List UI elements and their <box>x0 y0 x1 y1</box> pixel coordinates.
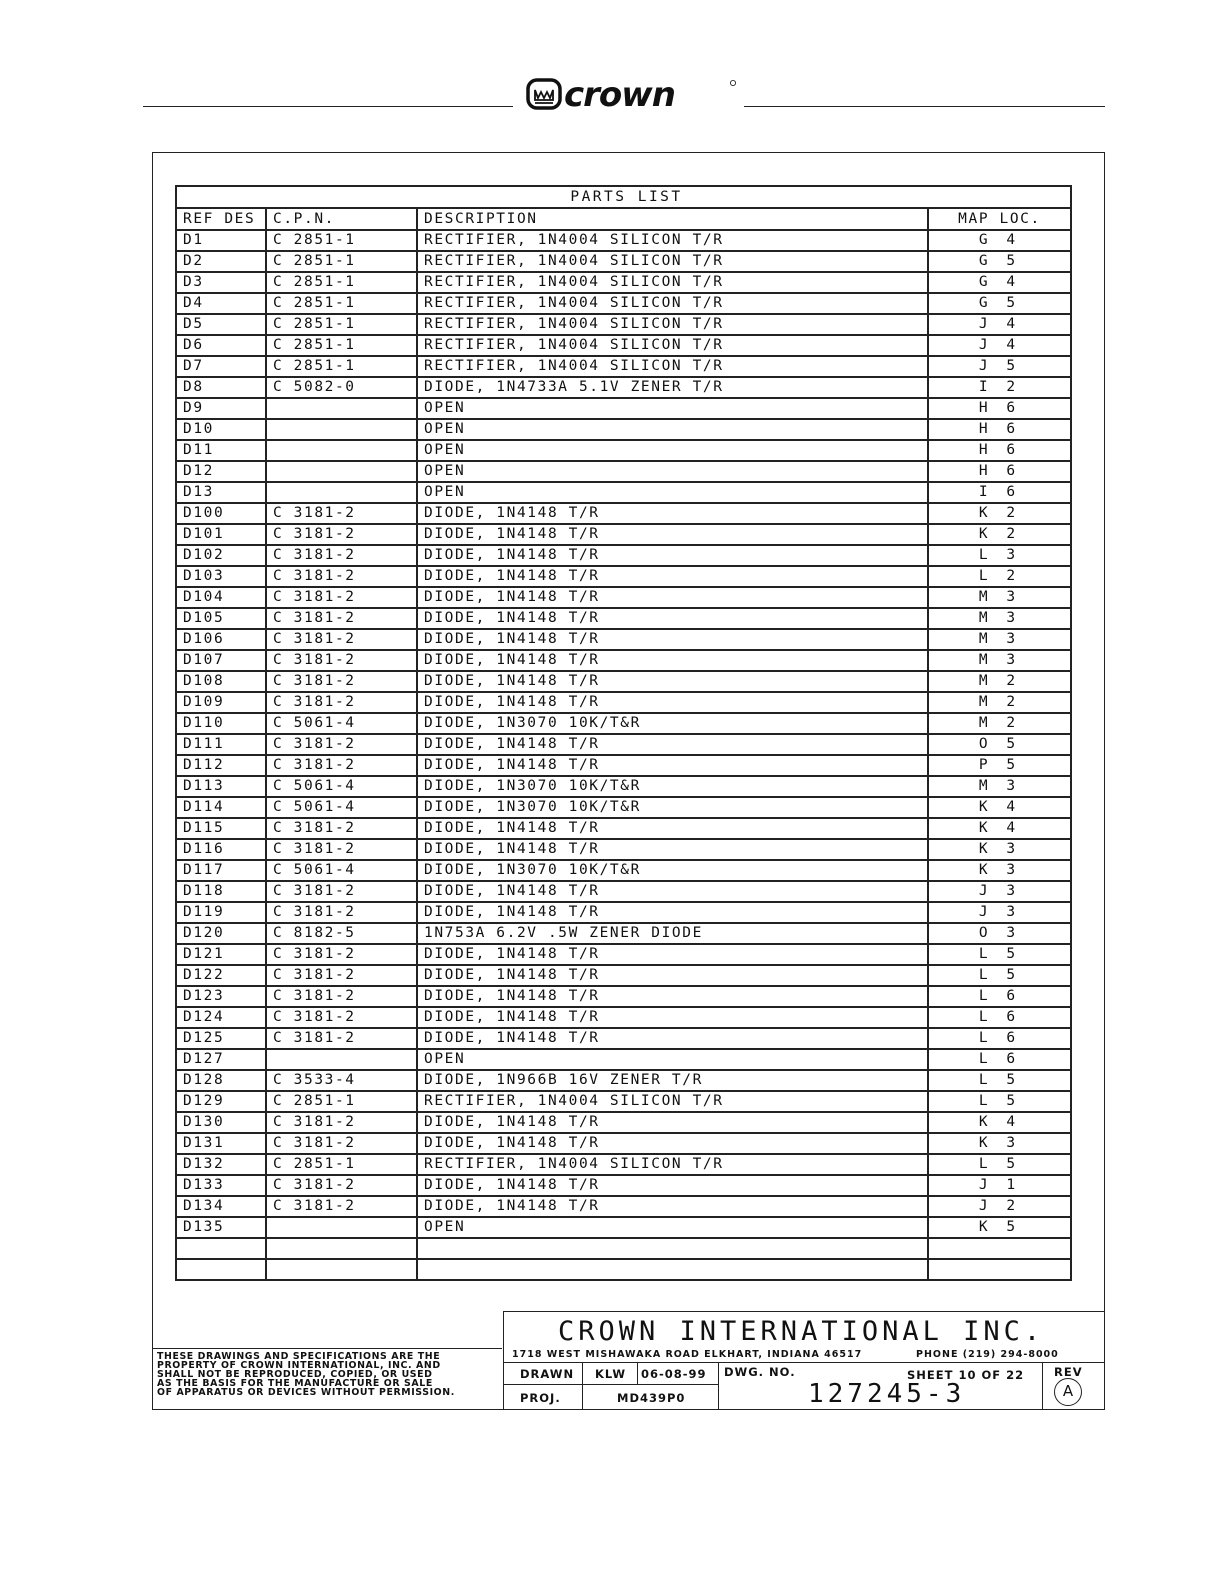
description-cell: RECTIFIER, 1N4004 SILICON T/R <box>417 314 928 335</box>
description-cell: DIODE, 1N4148 T/R <box>417 1007 928 1028</box>
ref-des-cell: D133 <box>176 1175 266 1196</box>
ref-des-cell: D109 <box>176 692 266 713</box>
map-loc-cell: K 4 <box>928 797 1071 818</box>
table-row <box>176 1049 1071 1070</box>
map-loc-cell: L 5 <box>928 1070 1071 1091</box>
ref-des-cell <box>176 1259 266 1280</box>
table-row <box>176 566 1071 587</box>
map-loc-cell: M 3 <box>928 587 1071 608</box>
description-cell <box>417 1238 928 1259</box>
title-block-divider <box>637 1362 638 1384</box>
ref-des-cell: D119 <box>176 902 266 923</box>
ref-des-cell: D125 <box>176 1028 266 1049</box>
description-cell: OPEN <box>417 461 928 482</box>
company-phone: PHONE (219) 294-8000 <box>916 1349 1059 1360</box>
description-cell <box>417 1259 928 1280</box>
description-cell: DIODE, 1N966B 16V ZENER T/R <box>417 1070 928 1091</box>
table-row <box>176 1175 1071 1196</box>
cpn-cell: C 3181-2 <box>266 1028 417 1049</box>
map-loc-cell: H 6 <box>928 440 1071 461</box>
cpn-cell: C 2851-1 <box>266 272 417 293</box>
ref-des-cell: D116 <box>176 839 266 860</box>
drawing-number: 127245-3 <box>808 1379 966 1409</box>
cpn-cell: C 8182-5 <box>266 923 417 944</box>
description-cell: DIODE, 1N4148 T/R <box>417 650 928 671</box>
drawing-frame <box>152 152 1105 1410</box>
map-loc-cell: O 3 <box>928 923 1071 944</box>
table-row <box>176 608 1071 629</box>
map-loc-cell: M 3 <box>928 776 1071 797</box>
ref-des-cell: D8 <box>176 377 266 398</box>
company-address: 1718 WEST MISHAWAKA ROAD ELKHART, INDIANA 46517 <box>512 1349 863 1360</box>
description-cell: RECTIFIER, 1N4004 SILICON T/R <box>417 1154 928 1175</box>
table-row <box>176 839 1071 860</box>
description-cell: DIODE, 1N4148 T/R <box>417 629 928 650</box>
ref-des-cell: D111 <box>176 734 266 755</box>
cpn-cell <box>266 1217 417 1238</box>
description-cell: RECTIFIER, 1N4004 SILICON T/R <box>417 1091 928 1112</box>
description-cell: DIODE, 1N4148 T/R <box>417 1196 928 1217</box>
map-loc-cell: M 2 <box>928 713 1071 734</box>
map-loc-cell: L 5 <box>928 1154 1071 1175</box>
description-cell: DIODE, 1N4148 T/R <box>417 587 928 608</box>
description-cell: DIODE, 1N3070 10K/T&R <box>417 713 928 734</box>
title-block-divider <box>1042 1362 1043 1410</box>
ref-des-cell: D13 <box>176 482 266 503</box>
description-cell: DIODE, 1N4148 T/R <box>417 1175 928 1196</box>
revision-badge: A <box>1054 1378 1082 1406</box>
cpn-cell: C 3181-2 <box>266 503 417 524</box>
description-cell: DIODE, 1N4148 T/R <box>417 944 928 965</box>
company-name: CROWN INTERNATIONAL INC. <box>558 1316 1045 1347</box>
ref-des-cell: D102 <box>176 545 266 566</box>
cpn-cell: C 3181-2 <box>266 650 417 671</box>
rev-label: REV <box>1054 1365 1083 1379</box>
cpn-cell: C 3181-2 <box>266 1133 417 1154</box>
table-row <box>176 818 1071 839</box>
map-loc-cell: K 3 <box>928 860 1071 881</box>
description-cell: DIODE, 1N4148 T/R <box>417 1112 928 1133</box>
description-cell: DIODE, 1N4148 T/R <box>417 902 928 923</box>
table-row <box>176 461 1071 482</box>
table-row <box>176 503 1071 524</box>
description-cell: DIODE, 1N4148 T/R <box>417 734 928 755</box>
cpn-cell: C 5061-4 <box>266 713 417 734</box>
legal-notice <box>152 1348 502 1407</box>
cpn-cell: C 3181-2 <box>266 1196 417 1217</box>
ref-des-cell: D120 <box>176 923 266 944</box>
project-code: MD439P0 <box>617 1391 686 1405</box>
header-rule-left <box>143 106 513 107</box>
map-loc-cell: J 4 <box>928 314 1071 335</box>
cpn-cell: C 2851-1 <box>266 335 417 356</box>
cpn-cell: C 2851-1 <box>266 251 417 272</box>
ref-des-cell: D12 <box>176 461 266 482</box>
col-map-loc: MAP LOC. <box>928 208 1071 230</box>
description-cell: RECTIFIER, 1N4004 SILICON T/R <box>417 272 928 293</box>
description-cell: DIODE, 1N4148 T/R <box>417 608 928 629</box>
table-row <box>176 1238 1071 1259</box>
cpn-cell <box>266 1238 417 1259</box>
description-cell: DIODE, 1N4148 T/R <box>417 545 928 566</box>
map-loc-cell: K 2 <box>928 503 1071 524</box>
table-row <box>176 671 1071 692</box>
ref-des-cell: D100 <box>176 503 266 524</box>
ref-des-cell: D107 <box>176 650 266 671</box>
cpn-cell: C 3181-2 <box>266 818 417 839</box>
svg-text:crown: crown <box>564 76 675 115</box>
map-loc-cell: K 3 <box>928 839 1071 860</box>
col-cpn: C.P.N. <box>266 208 417 230</box>
cpn-cell: C 2851-1 <box>266 1154 417 1175</box>
table-row <box>176 734 1071 755</box>
cpn-cell: C 3181-2 <box>266 608 417 629</box>
title-block-rule <box>504 1384 719 1385</box>
cpn-cell: C 5061-4 <box>266 797 417 818</box>
header-rule-right <box>744 106 1105 107</box>
col-description: DESCRIPTION <box>417 208 928 230</box>
parts-list-table <box>175 185 1072 1281</box>
description-cell: DIODE, 1N3070 10K/T&R <box>417 797 928 818</box>
table-row <box>176 587 1071 608</box>
cpn-cell: C 3181-2 <box>266 1007 417 1028</box>
cpn-cell: C 3181-2 <box>266 1112 417 1133</box>
map-loc-cell: P 5 <box>928 755 1071 776</box>
map-loc-cell: K 2 <box>928 524 1071 545</box>
description-cell: DIODE, 1N4148 T/R <box>417 566 928 587</box>
description-cell: OPEN <box>417 1049 928 1070</box>
ref-des-cell: D131 <box>176 1133 266 1154</box>
map-loc-cell: G 5 <box>928 293 1071 314</box>
table-row <box>176 440 1071 461</box>
ref-des-cell: D117 <box>176 860 266 881</box>
map-loc-cell <box>928 1259 1071 1280</box>
table-row <box>176 1133 1071 1154</box>
description-cell: DIODE, 1N4148 T/R <box>417 881 928 902</box>
table-row <box>176 377 1071 398</box>
table-row <box>176 398 1071 419</box>
table-row <box>176 335 1071 356</box>
ref-des-cell: D124 <box>176 1007 266 1028</box>
table-row <box>176 314 1071 335</box>
ref-des-cell: D6 <box>176 335 266 356</box>
ref-des-cell: D106 <box>176 629 266 650</box>
cpn-cell <box>266 1259 417 1280</box>
description-cell: DIODE, 1N4148 T/R <box>417 839 928 860</box>
cpn-cell: C 2851-1 <box>266 230 417 251</box>
ref-des-cell: D103 <box>176 566 266 587</box>
table-row <box>176 1196 1071 1217</box>
description-cell: DIODE, 1N4148 T/R <box>417 986 928 1007</box>
cpn-cell: C 2851-1 <box>266 356 417 377</box>
map-loc-cell: I 6 <box>928 482 1071 503</box>
map-loc-cell: J 2 <box>928 1196 1071 1217</box>
ref-des-cell: D10 <box>176 419 266 440</box>
col-ref-des: REF DES <box>176 208 266 230</box>
ref-des-cell: D4 <box>176 293 266 314</box>
ref-des-cell: D105 <box>176 608 266 629</box>
map-loc-cell: M 3 <box>928 650 1071 671</box>
ref-des-cell: D122 <box>176 965 266 986</box>
cpn-cell <box>266 419 417 440</box>
cpn-cell: C 5082-0 <box>266 377 417 398</box>
map-loc-cell: L 2 <box>928 566 1071 587</box>
description-cell: DIODE, 1N4148 T/R <box>417 524 928 545</box>
table-row <box>176 545 1071 566</box>
description-cell: RECTIFIER, 1N4004 SILICON T/R <box>417 251 928 272</box>
table-row <box>176 629 1071 650</box>
map-loc-cell: H 6 <box>928 398 1071 419</box>
cpn-cell: C 3181-2 <box>266 524 417 545</box>
table-row <box>176 1028 1071 1049</box>
ref-des-cell: D115 <box>176 818 266 839</box>
table-row <box>176 293 1071 314</box>
ref-des-cell: D114 <box>176 797 266 818</box>
map-loc-cell: K 4 <box>928 818 1071 839</box>
cpn-cell: C 2851-1 <box>266 314 417 335</box>
table-row <box>176 902 1071 923</box>
table-row <box>176 923 1071 944</box>
description-cell: 1N753A 6.2V .5W ZENER DIODE <box>417 923 928 944</box>
table-row <box>176 797 1071 818</box>
map-loc-cell <box>928 1238 1071 1259</box>
ref-des-cell: D9 <box>176 398 266 419</box>
cpn-cell: C 3181-2 <box>266 734 417 755</box>
table-row <box>176 713 1071 734</box>
description-cell: DIODE, 1N4733A 5.1V ZENER T/R <box>417 377 928 398</box>
map-loc-cell: K 5 <box>928 1217 1071 1238</box>
map-loc-cell: L 6 <box>928 1028 1071 1049</box>
cpn-cell <box>266 398 417 419</box>
table-row <box>176 965 1071 986</box>
cpn-cell <box>266 440 417 461</box>
drawn-label: DRAWN <box>520 1367 575 1381</box>
ref-des-cell: D132 <box>176 1154 266 1175</box>
map-loc-cell: J 3 <box>928 881 1071 902</box>
table-row <box>176 524 1071 545</box>
cpn-cell: C 3181-2 <box>266 587 417 608</box>
ref-des-cell: D110 <box>176 713 266 734</box>
description-cell: DIODE, 1N4148 T/R <box>417 1133 928 1154</box>
ref-des-cell: D11 <box>176 440 266 461</box>
map-loc-cell: M 2 <box>928 692 1071 713</box>
ref-des-cell: D101 <box>176 524 266 545</box>
parts-list-title: PARTS LIST <box>176 186 1071 208</box>
table-row <box>176 776 1071 797</box>
map-loc-cell: L 3 <box>928 545 1071 566</box>
legal-line: OF APPARATUS OR DEVICES WITHOUT PERMISSION. <box>157 1387 455 1398</box>
cpn-cell: C 3181-2 <box>266 671 417 692</box>
title-block-divider <box>718 1362 719 1410</box>
ref-des-cell <box>176 1238 266 1259</box>
cpn-cell: C 3181-2 <box>266 839 417 860</box>
map-loc-cell: J 4 <box>928 335 1071 356</box>
map-loc-cell: J 5 <box>928 356 1071 377</box>
cpn-cell: C 3181-2 <box>266 986 417 1007</box>
table-row <box>176 230 1071 251</box>
ref-des-cell: D7 <box>176 356 266 377</box>
table-row <box>176 1091 1071 1112</box>
table-row <box>176 1154 1071 1175</box>
table-row <box>176 944 1071 965</box>
ref-des-cell: D121 <box>176 944 266 965</box>
description-cell: OPEN <box>417 398 928 419</box>
map-loc-cell: H 6 <box>928 419 1071 440</box>
cpn-cell: C 3181-2 <box>266 944 417 965</box>
table-row <box>176 251 1071 272</box>
description-cell: DIODE, 1N4148 T/R <box>417 965 928 986</box>
map-loc-cell: I 2 <box>928 377 1071 398</box>
cpn-cell: C 3181-2 <box>266 545 417 566</box>
cpn-cell <box>266 482 417 503</box>
cpn-cell: C 2851-1 <box>266 1091 417 1112</box>
ref-des-cell: D3 <box>176 272 266 293</box>
title-block-rule <box>504 1362 1105 1363</box>
description-cell: DIODE, 1N4148 T/R <box>417 755 928 776</box>
cpn-cell: C 3181-2 <box>266 881 417 902</box>
ref-des-cell: D135 <box>176 1217 266 1238</box>
map-loc-cell: K 3 <box>928 1133 1071 1154</box>
ref-des-cell: D113 <box>176 776 266 797</box>
sheet-number: SHEET 10 OF 22 <box>907 1368 1025 1382</box>
map-loc-cell: L 5 <box>928 944 1071 965</box>
cpn-cell: C 3181-2 <box>266 692 417 713</box>
ref-des-cell: D118 <box>176 881 266 902</box>
table-row <box>176 272 1071 293</box>
title-block-divider <box>582 1362 583 1410</box>
table-row <box>176 1217 1071 1238</box>
proj-label: PROJ. <box>520 1391 561 1405</box>
ref-des-cell: D129 <box>176 1091 266 1112</box>
description-cell: DIODE, 1N3070 10K/T&R <box>417 776 928 797</box>
map-loc-cell: G 4 <box>928 230 1071 251</box>
cpn-cell: C 3181-2 <box>266 566 417 587</box>
map-loc-cell: L 6 <box>928 1007 1071 1028</box>
drawing-date: 06-08-99 <box>641 1367 707 1381</box>
ref-des-cell: D108 <box>176 671 266 692</box>
table-row <box>176 1070 1071 1091</box>
map-loc-cell: O 5 <box>928 734 1071 755</box>
legal-line: THESE DRAWINGS AND SPECIFICATIONS ARE THE <box>157 1351 441 1362</box>
description-cell: RECTIFIER, 1N4004 SILICON T/R <box>417 356 928 377</box>
legal-line: SHALL NOT BE REPRODUCED, COPIED, OR USED <box>157 1369 433 1380</box>
ref-des-cell: D128 <box>176 1070 266 1091</box>
dwg-no-label: DWG. NO. <box>724 1365 796 1379</box>
cpn-cell: C 3181-2 <box>266 965 417 986</box>
table-row <box>176 881 1071 902</box>
map-loc-cell: M 2 <box>928 671 1071 692</box>
cpn-cell: C 3533-4 <box>266 1070 417 1091</box>
table-row <box>176 1112 1071 1133</box>
description-cell: DIODE, 1N4148 T/R <box>417 503 928 524</box>
map-loc-cell: M 3 <box>928 608 1071 629</box>
legal-line: AS THE BASIS FOR THE MANUFACTURE OR SALE <box>157 1378 433 1389</box>
table-row <box>176 755 1071 776</box>
description-cell: OPEN <box>417 1217 928 1238</box>
ref-des-cell: D123 <box>176 986 266 1007</box>
map-loc-cell: M 3 <box>928 629 1071 650</box>
cpn-cell: C 3181-2 <box>266 902 417 923</box>
map-loc-cell: J 1 <box>928 1175 1071 1196</box>
table-row <box>176 356 1071 377</box>
description-cell: RECTIFIER, 1N4004 SILICON T/R <box>417 230 928 251</box>
ref-des-cell: D134 <box>176 1196 266 1217</box>
crown-logo <box>526 76 740 116</box>
legal-line: PROPERTY OF CROWN INTERNATIONAL, INC. AND <box>157 1360 441 1371</box>
description-cell: DIODE, 1N4148 T/R <box>417 818 928 839</box>
map-loc-cell: L 5 <box>928 1091 1071 1112</box>
cpn-cell: C 3181-2 <box>266 1175 417 1196</box>
description-cell: DIODE, 1N4148 T/R <box>417 1028 928 1049</box>
table-row <box>176 1007 1071 1028</box>
ref-des-cell: D1 <box>176 230 266 251</box>
ref-des-cell: D127 <box>176 1049 266 1070</box>
description-cell: DIODE, 1N4148 T/R <box>417 671 928 692</box>
ref-des-cell: D130 <box>176 1112 266 1133</box>
map-loc-cell: L 5 <box>928 965 1071 986</box>
drawn-by: KLW <box>595 1367 627 1381</box>
table-row <box>176 1259 1071 1280</box>
ref-des-cell: D2 <box>176 251 266 272</box>
cpn-cell: C 3181-2 <box>266 755 417 776</box>
table-row <box>176 419 1071 440</box>
ref-des-cell: D5 <box>176 314 266 335</box>
cpn-cell: C 2851-1 <box>266 293 417 314</box>
description-cell: RECTIFIER, 1N4004 SILICON T/R <box>417 335 928 356</box>
map-loc-cell: H 6 <box>928 461 1071 482</box>
description-cell: OPEN <box>417 482 928 503</box>
description-cell: RECTIFIER, 1N4004 SILICON T/R <box>417 293 928 314</box>
ref-des-cell: D104 <box>176 587 266 608</box>
table-row <box>176 986 1071 1007</box>
title-block <box>503 1311 1104 1409</box>
cpn-cell: C 3181-2 <box>266 629 417 650</box>
table-row <box>176 692 1071 713</box>
description-cell: DIODE, 1N4148 T/R <box>417 692 928 713</box>
map-loc-cell: G 5 <box>928 251 1071 272</box>
cpn-cell <box>266 461 417 482</box>
description-cell: OPEN <box>417 440 928 461</box>
map-loc-cell: J 3 <box>928 902 1071 923</box>
cpn-cell <box>266 1049 417 1070</box>
table-row <box>176 482 1071 503</box>
map-loc-cell: G 4 <box>928 272 1071 293</box>
cpn-cell: C 5061-4 <box>266 776 417 797</box>
map-loc-cell: L 6 <box>928 1049 1071 1070</box>
map-loc-cell: L 6 <box>928 986 1071 1007</box>
table-row <box>176 650 1071 671</box>
cpn-cell: C 5061-4 <box>266 860 417 881</box>
ref-des-cell: D112 <box>176 755 266 776</box>
description-cell: OPEN <box>417 419 928 440</box>
description-cell: DIODE, 1N3070 10K/T&R <box>417 860 928 881</box>
table-row <box>176 860 1071 881</box>
map-loc-cell: K 4 <box>928 1112 1071 1133</box>
